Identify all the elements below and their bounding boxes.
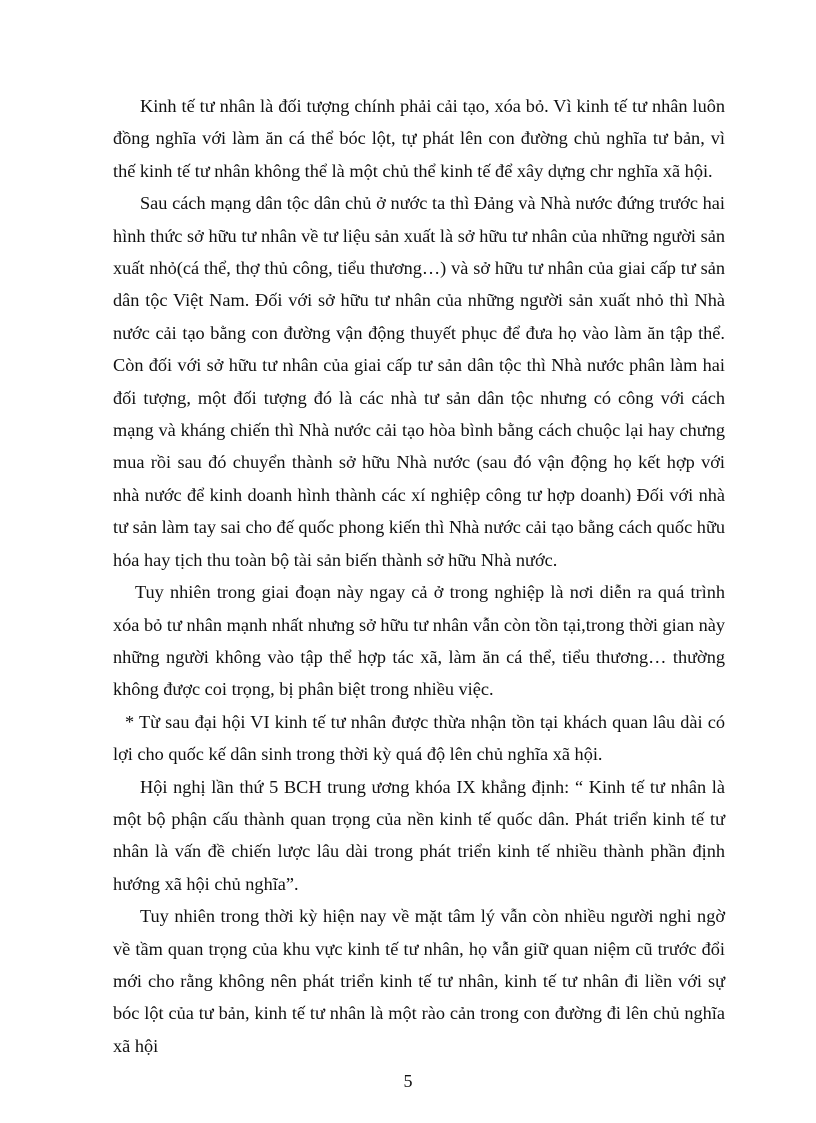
paragraph-1: Kinh tế tư nhân là đối tượng chính phải cải tạo, xóa bỏ. Vì kinh tế tư nhân luôn đồng nghĩa với làm ăn cá thể bóc lột, tự phát lên con đường chủ nghĩa tư bản, vì thế kinh tế tư nhân không thể là một chủ thể kinh tế để xây dựng chr nghĩa xã hội. — [113, 96, 725, 181]
page-number: 5 — [403, 1071, 413, 1091]
paragraph-5: Hội nghị lần thứ 5 BCH trung ương khóa IX khẳng định: “ Kinh tế tư nhân là một bộ phận cấu thành quan trọng của nền kinh tế quốc dân. Phát triển kinh tế tư nhân là vấn đề chiến lược lâu dài trong phát triển kinh tế nhiều thành phần định hướng xã hội chủ nghĩa”. — [113, 776, 725, 894]
paragraph-4-bullet: * Từ sau đại hội VI kinh tế tư nhân được thừa nhận tồn tại khách quan lâu dài có lợi cho quốc kế dân sinh trong thời kỳ quá độ lên chủ nghĩa xã hội. — [113, 711, 725, 765]
body-text — [113, 90, 725, 1062]
paragraph-6: Tuy nhiên trong thời kỳ hiện nay về mặt tâm lý vẫn còn nhiều người nghi ngờ về tầm quan trọng của khu vực kinh tế tư nhân, họ vẫn giữ quan niệm cũ trước đổi mới cho rằng không nên phát triển kinh tế tư nhân, kinh tế tư nhân đi liền với sự bóc lột của tư bản, kinh tế tư nhân là một rào cản trong con đường đi lên chủ nghĩa xã hội — [113, 906, 725, 1056]
paragraph-3: Tuy nhiên trong giai đoạn này ngay cả ở trong nghiệp là nơi diễn ra quá trình xóa bỏ tư nhân mạnh nhất nhưng sở hữu tư nhân vẫn còn tồn tại,trong thời gian này những người không vào tập thể hợp tác xã, làm ăn cá thể, tiểu thương… thường không được coi trọng, bị phân biệt trong nhiều việc. — [113, 582, 725, 700]
paragraph-2: Sau cách mạng dân tộc dân chủ ở nước ta thì Đảng và Nhà nước đứng trước hai hình thức sở hữu tư nhân về tư liệu sản xuất là sở hữu tư nhân của những người sản xuất nhỏ(cá thể, thợ thủ công, tiểu thương…) và sở hữu tư nhân của giai cấp tư sản dân tộc Việt Nam. Đối với sở hữu tư nhân của những người sản xuất nhỏ thì Nhà nước cải tạo bằng con đường vận động thuyết phục để đưa họ vào làm ăn tập thể. Còn đối với sở hữu tư nhân của giai cấp tư sản dân tộc thì Nhà nước phân làm hai đối tượng, một đối tượng đó là các nhà tư sản dân tộc nhưng có công với cách mạng và kháng chiến thì Nhà nước cải tạo hòa bình bằng cách chuộc lại hay chưng mua rồi sau đó chuyển thành sở hữu Nhà nước (sau đó vận động họ kết hợp với nhà nước để kinh doanh hình thành các xí nghiệp công tư hợp doanh) Đối với nhà tư sản làm tay sai cho đế quốc phong kiến thì Nhà nước cải tạo bằng cách quốc hữu hóa hay tịch thu toàn bộ tài sản biến thành sở hữu Nhà nước. — [113, 193, 725, 570]
